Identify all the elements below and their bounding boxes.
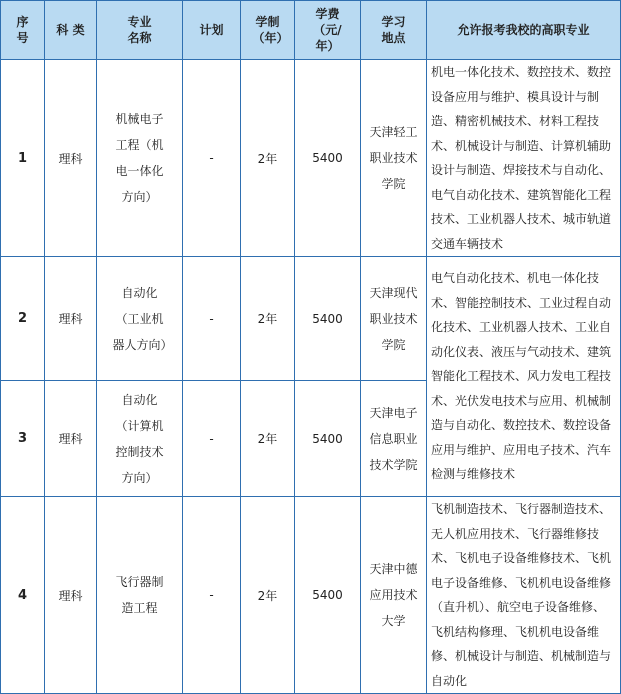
row-fee: 5400 bbox=[295, 60, 361, 257]
row-seq: 2 bbox=[1, 257, 45, 381]
row-plan: - bbox=[183, 257, 241, 381]
row-duration: 2年 bbox=[241, 381, 295, 497]
row-category: 理科 bbox=[45, 381, 97, 497]
row-fee: 5400 bbox=[295, 497, 361, 694]
row-category: 理科 bbox=[45, 497, 97, 694]
row-fee: 5400 bbox=[295, 381, 361, 497]
row-allowed-majors: 机电一体化技术、数控技术、数控设备应用与维护、模具设计与制造、精密机械技术、材料工程技术、机械设计与制造、计算机辅助设计与制造、焊接技术与自动化、电气自动化技术、建筑智能化工程技术、工业机器人技术、城市轨道交通车辆技术 bbox=[427, 60, 621, 257]
row-duration: 2年 bbox=[241, 497, 295, 694]
header-location: 学习地点 bbox=[361, 1, 427, 60]
row-duration: 2年 bbox=[241, 257, 295, 381]
row-location: 天津中德应用技术大学 bbox=[361, 497, 427, 694]
header-duration: 学制（年） bbox=[241, 1, 295, 60]
header-seq: 序号 bbox=[1, 1, 45, 60]
row-plan: - bbox=[183, 381, 241, 497]
row-plan: - bbox=[183, 60, 241, 257]
row-major: 机械电子工程（机电一体化方向） bbox=[97, 60, 183, 257]
row-seq: 3 bbox=[1, 381, 45, 497]
row-seq: 4 bbox=[1, 497, 45, 694]
row-duration: 2年 bbox=[241, 60, 295, 257]
row-allowed-majors: 飞机制造技术、飞行器制造技术、无人机应用技术、飞行器维修技术、飞机电子设备维修技术、飞机电子设备维修、飞机机电设备维修（直升机）、航空电子设备维修、飞机结构修理、飞机机电设备维修、机械设计与制造、机械制造与自动化 bbox=[427, 497, 621, 694]
header-major: 专业名称 bbox=[97, 1, 183, 60]
header-allowed: 允许报考我校的高职专业 bbox=[427, 1, 621, 60]
row-major: 自动化（计算机控制技术方向） bbox=[97, 381, 183, 497]
row-category: 理科 bbox=[45, 257, 97, 381]
row-location: 天津现代职业技术学院 bbox=[361, 257, 427, 381]
row-location: 天津电子信息职业技术学院 bbox=[361, 381, 427, 497]
row-plan: - bbox=[183, 497, 241, 694]
row-category: 理科 bbox=[45, 60, 97, 257]
table-row bbox=[1, 257, 621, 381]
row-location: 天津轻工职业技术学院 bbox=[361, 60, 427, 257]
row-major: 飞行器制造工程 bbox=[97, 497, 183, 694]
header-row bbox=[1, 1, 621, 60]
row-major: 自动化（工业机器人方向） bbox=[97, 257, 183, 381]
row-fee: 5400 bbox=[295, 257, 361, 381]
table-row bbox=[1, 60, 621, 257]
header-plan: 计划 bbox=[183, 1, 241, 60]
table-row bbox=[1, 497, 621, 694]
header-category: 科 类 bbox=[45, 1, 97, 60]
row-allowed-majors: 电气自动化技术、机电一体化技术、智能控制技术、工业过程自动化技术、工业机器人技术、工业自动化仪表、液压与气动技术、建筑智能化工程技术、风力发电工程技术、光伏发电技术与应用、机械制造与自动化、数控技术、数控设备应用与维护、应用电子技术、汽车检测与维修技术 bbox=[427, 257, 621, 497]
header-fee: 学费（元/年） bbox=[295, 1, 361, 60]
row-seq: 1 bbox=[1, 60, 45, 257]
